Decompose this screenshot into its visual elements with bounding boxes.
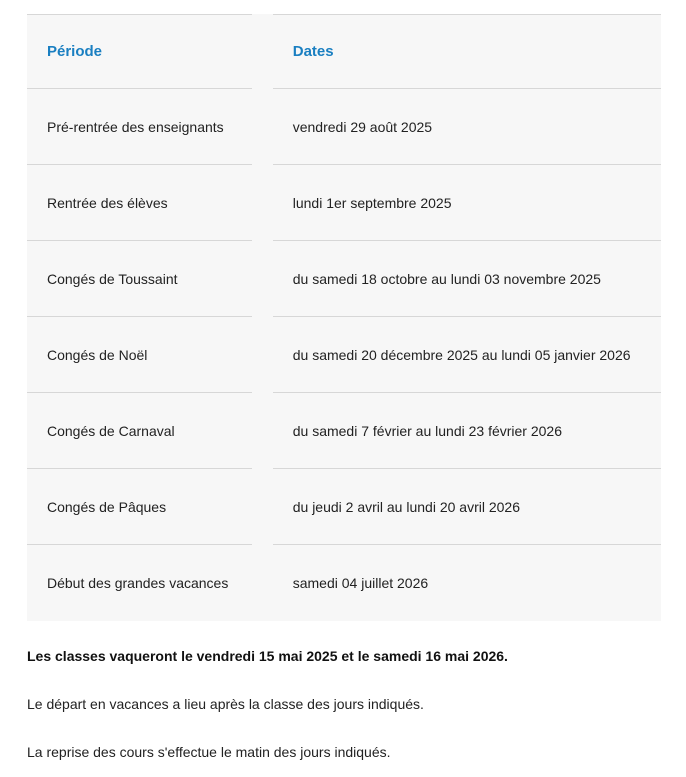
column-gap [252,317,273,393]
table-row [27,241,661,317]
column-gap [252,241,273,317]
school-calendar-table [27,14,661,621]
table-row [27,469,661,545]
row-dates: samedi 04 juillet 2026 [292,575,429,591]
header-period: Période [27,14,252,89]
header-dates: Dates [273,14,661,89]
table-row [27,165,661,241]
column-gap [252,469,273,545]
column-gap [252,89,273,165]
row-period: Congés de Pâques [27,469,252,545]
row-period: Rentrée des élèves [27,165,252,241]
column-gap [252,393,273,469]
row-dates: du samedi 20 décembre 2025 au lundi 05 janvier 2026 [273,317,661,393]
row-dates: du samedi 18 octobre au lundi 03 novembre 2025 [273,241,661,317]
table-row [27,317,661,393]
resumption-note: La reprise des cours s'effectue le matin des jours indiqués. [27,744,391,760]
row-dates: du samedi 7 février au lundi 23 février 2026 [273,393,661,469]
row-period: Congés de Carnaval [27,393,252,469]
calendar-table-panel [27,14,661,621]
closure-note: Les classes vaqueront le vendredi 15 mai 2025 et le samedi 16 mai 2026. [27,648,508,664]
column-gap [252,545,273,621]
row-period: Congés de Noël [27,317,252,393]
table-row [27,89,661,165]
row-dates: lundi 1er septembre 2025 [273,165,661,241]
column-gap [252,14,273,89]
column-gap [252,165,273,241]
row-period: Congés de Toussaint [27,241,252,317]
row-dates: vendredi 29 août 2025 [273,89,661,165]
table-header-row [27,14,661,89]
departure-note: Le départ en vacances a lieu après la classe des jours indiqués. [27,696,424,712]
row-dates: du jeudi 2 avril au lundi 20 avril 2026 [273,469,661,545]
row-period: Début des grandes vacances [47,575,229,591]
table-row [27,545,661,621]
table-row [27,393,661,469]
row-period: Pré-rentrée des enseignants [27,89,252,165]
